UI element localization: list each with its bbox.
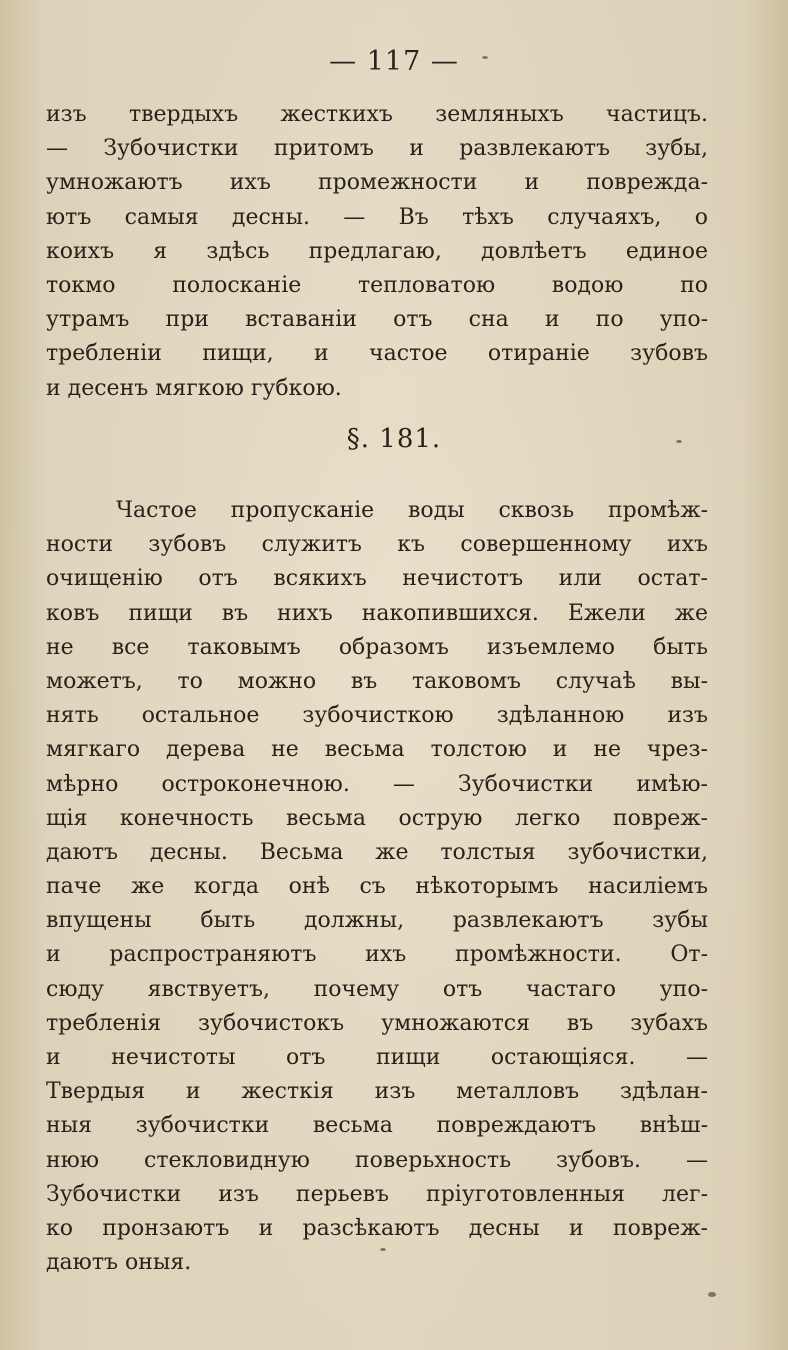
text-line: ности зубовъ служитъ къ совершенному ихъ [46,532,708,558]
text-line: нять остальное зубочисткою здѣланною изъ [46,703,708,729]
paper-speck [380,1248,386,1251]
text-line: требленія зубочистокъ умножаются въ зубахъ [46,1010,708,1036]
text-line: умножаютъ ихъ промежности и повреждa- [46,170,708,196]
text-line: Зубочистки изъ перьевъ пріуготовленныя лег- [46,1181,708,1207]
text-line: даютъ десны. Весьма же толстыя зубочистки, [46,839,708,865]
section-heading: §. 181. [346,424,442,454]
text-line: щія конечность весьма острую легко повреж- [46,805,708,831]
page-number: — 117 — [329,46,459,77]
text-line: сюду явствуетъ, почему отъ частаго упо- [46,976,708,1002]
text-line: очищенію отъ всякихъ нечистотъ или остат- [46,566,708,592]
text-line: требленіи пищи, и частое отираніе зубовъ [46,341,708,367]
text-line: и распространяютъ ихъ промѣжности. От- [46,942,708,968]
text-line: паче же когда онѣ съ нѣкоторымъ насиліемъ [46,874,708,900]
paragraph-continued [46,98,708,406]
paper-speck [676,440,682,443]
paper-speck [708,1292,716,1297]
text-line: ютъ самыя десны. — Въ тѣхъ случаяхъ, о [46,204,708,230]
text-line: мягкаго дерева не весьма толстою и не чрез- [46,737,708,763]
paragraph-section-181 [46,494,708,1280]
text-line: токмо полосканіе тепловатою водою по [46,272,708,298]
text-line: мѣрно остроконечною. — Зубочистки имѣю- [46,771,708,797]
text-line: коихъ я здѣсь предлагаю, довлѣетъ единое [46,238,708,264]
text-line: изъ твердыхъ жесткихъ земляныхъ частицъ. [46,102,708,127]
text-line: не все таковымъ образомъ изъемлемо быть [46,634,708,660]
text-line: даютъ оныя. [46,1250,192,1276]
text-line: ко пронзаютъ и разсѣкаютъ десны и повреж- [46,1215,708,1241]
text-line: — Зубочистки притомъ и развлекаютъ зубы, [46,136,708,162]
text-line: можетъ, то можно въ таковомъ случаѣ вы- [46,668,708,694]
text-line: и десенъ мягкою губкою. [46,375,342,401]
text-line: и нечистоты отъ пищи остающіяся. — [46,1045,708,1070]
text-line: ковъ пищи въ нихъ накопившихся. Ежели же [46,600,708,626]
text-line: ныя зубочистки весьма повреждаютъ внѣш- [46,1113,708,1139]
text-line: впущены быть должны, развлекаютъ зубы [46,908,708,934]
text-line: утрамъ при вставаніи отъ сна и по упо- [46,307,708,333]
text-line: нюю стекловидную поверьхность зубовъ. — [46,1147,708,1173]
text-line: Частое пропусканіе воды сквозь промѣж- [116,498,708,523]
text-line: Твердыя и жесткія изъ металловъ здѣлан- [46,1079,708,1105]
paper-speck [482,56,488,59]
